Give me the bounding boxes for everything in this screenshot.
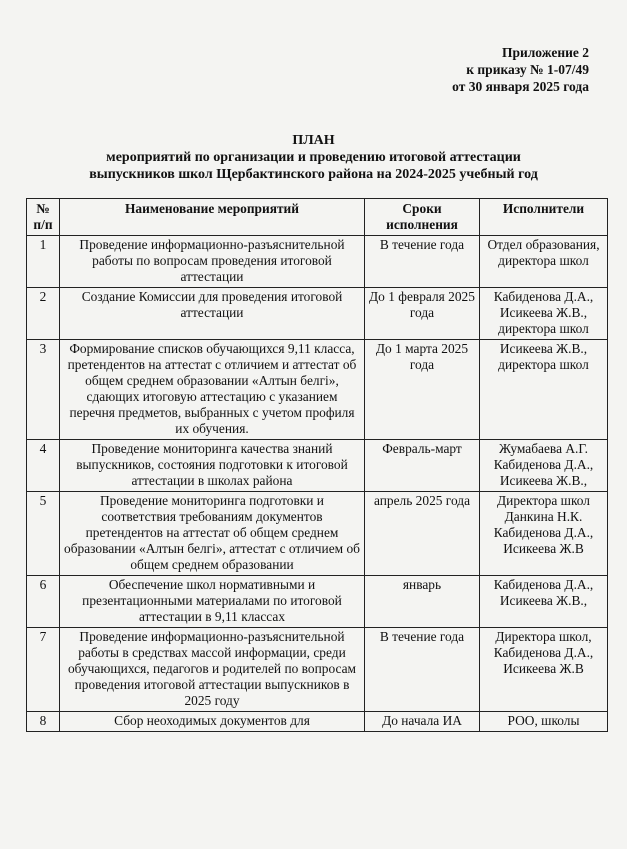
header-number-line-2: п/п [33, 217, 53, 232]
table-row [27, 492, 608, 576]
plan-heading [0, 132, 627, 183]
row-deadline: январь [365, 576, 480, 628]
header-deadline [365, 199, 480, 236]
header-number [27, 199, 60, 236]
header-event-name: Наименование мероприятий [60, 199, 365, 236]
plan-title: ПЛАН [292, 133, 335, 148]
row-executors: Исикеева Ж.В., директора школ [480, 340, 608, 440]
header-deadline-line-1: Сроки [402, 201, 442, 216]
row-number: 1 [27, 236, 60, 288]
row-number: 2 [27, 288, 60, 340]
row-executors: Жумабаева А.Г. Кабиденова Д.А., Исикеева Ж.В., [480, 440, 608, 492]
appendix-line-3: от 30 января 2025 года [452, 79, 589, 94]
header-number-line-1: № [36, 201, 50, 216]
row-event: Проведение мониторинга качества знаний выпускников, состояния подготовки к итоговой аттестации в школах района [60, 440, 365, 492]
row-executors: Директора школ Данкина Н.К. Кабиденова Д.А., Исикеева Ж.В [480, 492, 608, 576]
row-event: Формирование списков обучающихся 9,11 класса, претендентов на аттестат с отличием и аттестат об общем среднем образовании «Алтын белгі», сдающих итоговую аттестацию с указанием перечня предметов, выбранных с учетом профиля их обучения. [60, 340, 365, 440]
row-event: Проведение информационно-разъяснительной работы в средствах массой информации, среди обучающихся, педагогов и родителей по вопросам проведения итоговой аттестации выпускников в 2025 году [60, 628, 365, 712]
row-number: 3 [27, 340, 60, 440]
row-event: Создание Комиссии для проведения итоговой аттестации [60, 288, 365, 340]
row-event: Сбор неоходимых документов для [60, 712, 365, 732]
row-deadline: апрель 2025 года [365, 492, 480, 576]
row-deadline: До 1 февраля 2025 года [365, 288, 480, 340]
row-deadline: До 1 марта 2025 года [365, 340, 480, 440]
table-row [27, 440, 608, 492]
appendix-block [452, 44, 589, 95]
table-row [27, 576, 608, 628]
row-deadline: В течение года [365, 236, 480, 288]
row-event: Обеспечение школ нормативными и презентационными материалами по итоговой аттестации в 9,11 классах [60, 576, 365, 628]
table-row [27, 712, 608, 732]
table-row [27, 288, 608, 340]
appendix-line-2: к приказу № 1-07/49 [466, 62, 589, 77]
appendix-line-1: Приложение 2 [501, 45, 589, 60]
row-number: 5 [27, 492, 60, 576]
header-deadline-line-2: исполнения [386, 217, 458, 232]
row-number: 7 [27, 628, 60, 712]
table-row [27, 340, 608, 440]
row-number: 4 [27, 440, 60, 492]
row-number: 8 [27, 712, 60, 732]
table-row [27, 236, 608, 288]
plan-subtitle-line-2: выпускников школ Щербактинского района на 2024-2025 учебный год [89, 167, 538, 182]
table-row [27, 628, 608, 712]
row-deadline: Февраль-март [365, 440, 480, 492]
row-executors: Кабиденова Д.А., Исикеева Ж.В., директора школ [480, 288, 608, 340]
row-executors: РОО, школы [480, 712, 608, 732]
table-header-row [27, 199, 608, 236]
row-executors: Директора школ, Кабиденова Д.А., Исикеева Ж.В [480, 628, 608, 712]
row-executors: Кабиденова Д.А., Исикеева Ж.В., [480, 576, 608, 628]
row-deadline: В течение года [365, 628, 480, 712]
plan-table [26, 198, 608, 732]
row-deadline: До начала ИА [365, 712, 480, 732]
plan-subtitle-line-1: мероприятий по организации и проведению итоговой аттестации [106, 150, 521, 165]
row-executors: Отдел образования, директора школ [480, 236, 608, 288]
header-executors: Исполнители [480, 199, 608, 236]
row-number: 6 [27, 576, 60, 628]
row-event: Проведение информационно-разъяснительной работы по вопросам проведения итоговой аттестации [60, 236, 365, 288]
row-event: Проведение мониторинга подготовки и соответствия требованиям документов претендентов на аттестат об общем среднем образовании «Алтын белгі», аттестат с отличием об общем среднем образовании [60, 492, 365, 576]
